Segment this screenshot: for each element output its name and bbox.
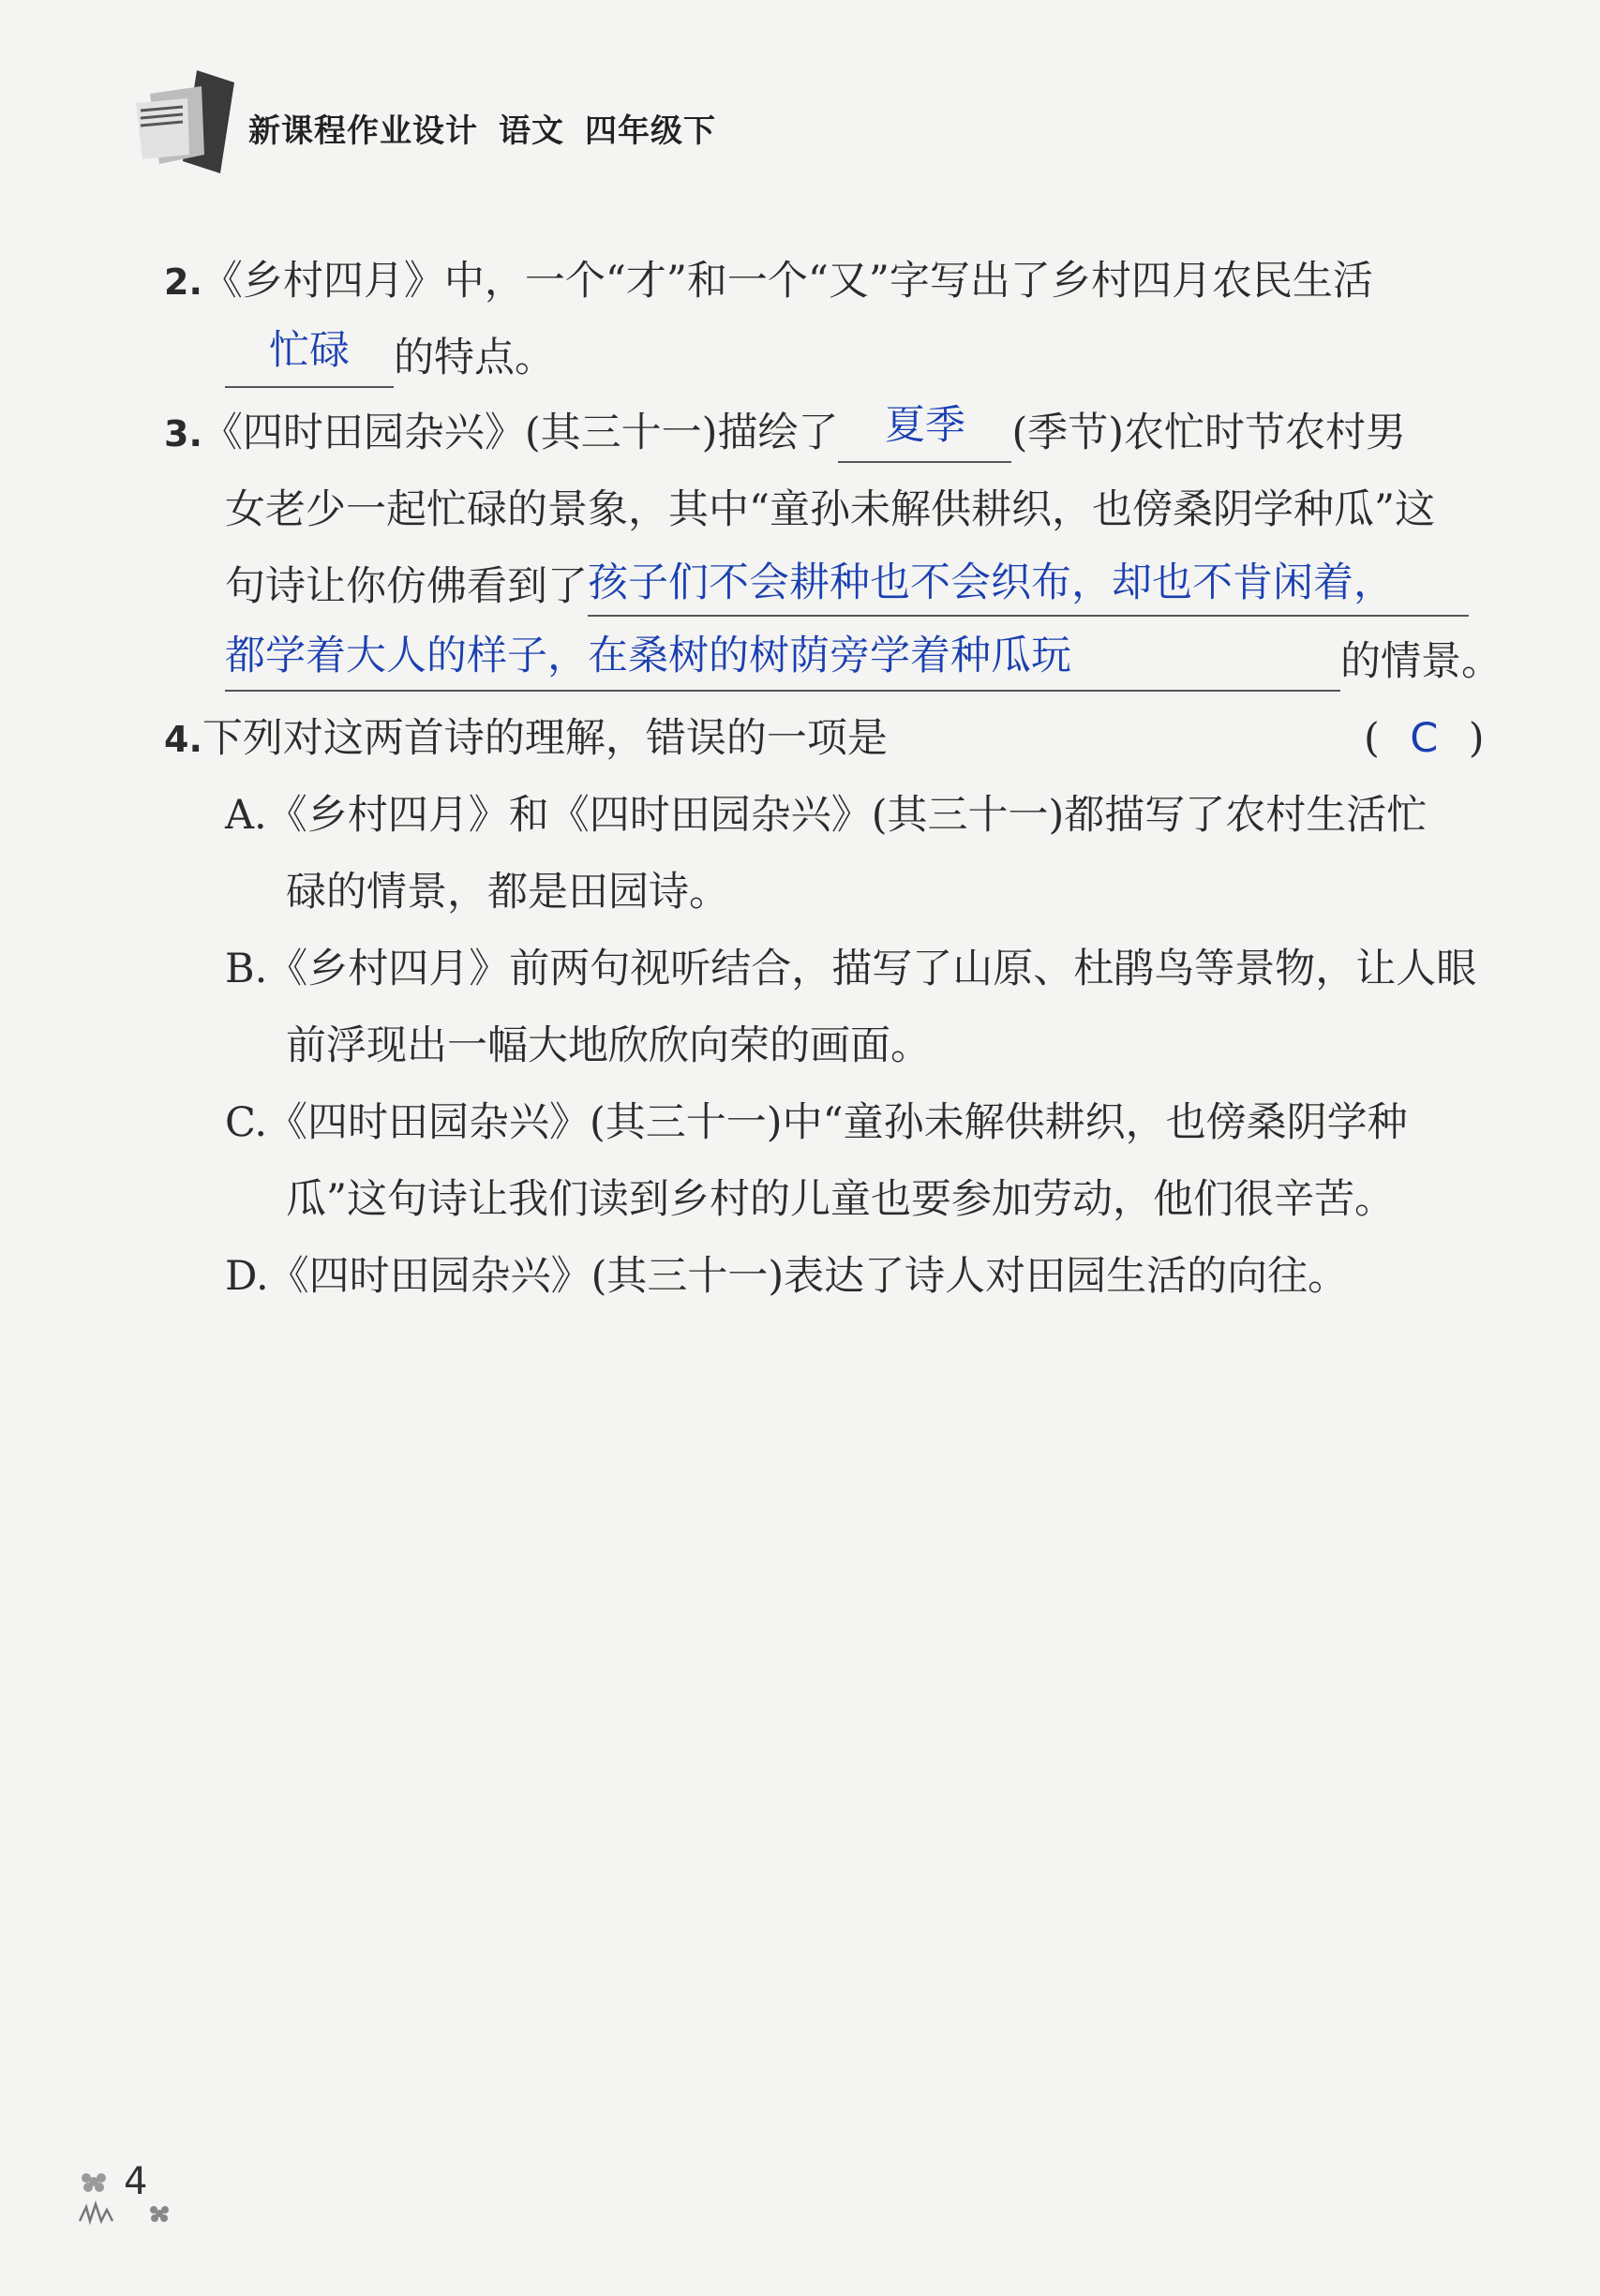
q4-option-a-line2: 碌的情景，都是田园诗。 bbox=[286, 869, 729, 916]
paren-open: ( bbox=[1364, 715, 1380, 762]
q4-answer-paren[interactable] bbox=[1364, 710, 1485, 767]
subject-name: 语文 bbox=[499, 112, 564, 150]
q3-answer-blank-2[interactable] bbox=[225, 634, 1340, 692]
q4-option-a-line1: A.《乡村四月》和《四时田园杂兴》(其三十一)都描写了农村生活忙 bbox=[225, 792, 1428, 839]
page-header bbox=[131, 66, 975, 187]
q3-line3-head: 句诗让你仿佛看到了 bbox=[225, 563, 588, 610]
q4-option-b-line1: B.《乡村四月》前两句视听结合，描写了山原、杜鹃鸟等景物，让人眼 bbox=[225, 946, 1477, 992]
q3-answer-line2: 都学着大人的样子，在桑树的树荫旁学着种瓜玩 bbox=[225, 633, 1071, 679]
q3-tail: 的情景。 bbox=[1340, 638, 1502, 685]
q2-answer-blank[interactable] bbox=[225, 327, 394, 388]
q3-season-answer: 夏季 bbox=[884, 402, 965, 449]
q3-answer-line1: 孩子们不会耕种也不会织布，却也不肯闲着， bbox=[588, 559, 1394, 606]
q3-line2: 女老少一起忙碌的景象，其中“童孙未解供耕织，也傍桑阴学种瓜”这 bbox=[225, 486, 1435, 533]
grade-name: 四年级下 bbox=[585, 112, 716, 150]
q4-stem-line bbox=[164, 710, 888, 767]
q2-line2 bbox=[225, 327, 555, 386]
header-title bbox=[248, 105, 737, 151]
q4-option-b-line2: 前浮现出一幅大地欣欣向荣的画面。 bbox=[286, 1022, 931, 1069]
q2-text: 《乡村四月》中，一个“才”和一个“又”字写出了乡村四月农民生活 bbox=[202, 258, 1373, 305]
q2-answer: 忙碌 bbox=[269, 327, 350, 374]
series-name: 新课程作业设计 bbox=[248, 112, 478, 150]
q2-tail: 的特点。 bbox=[394, 335, 555, 381]
q2-line1 bbox=[164, 253, 1373, 309]
q2-number: 2. bbox=[164, 261, 202, 303]
q4-option-c-line2: 瓜”这句诗让我们读到乡村的儿童也要参加劳动，他们很辛苦。 bbox=[286, 1176, 1395, 1223]
q3-number: 3. bbox=[164, 413, 202, 455]
q4-answer: C bbox=[1410, 715, 1439, 762]
q3-line1-tail: (季节)农忙时节农村男 bbox=[1011, 410, 1407, 456]
q3-season-blank[interactable] bbox=[838, 402, 1011, 463]
q3-answer-blank-1[interactable] bbox=[588, 559, 1469, 617]
q3-line3 bbox=[225, 559, 1469, 615]
paren-close: ) bbox=[1468, 715, 1485, 762]
q4-number: 4. bbox=[164, 719, 202, 760]
q4-option-c-line1: C.《四时田园杂兴》(其三十一)中“童孙未解供耕织，也傍桑阴学种 bbox=[225, 1099, 1408, 1146]
q3-line4 bbox=[225, 634, 1502, 690]
book-stack-icon bbox=[131, 66, 244, 178]
page-number: 4 bbox=[124, 2160, 148, 2203]
q3-line1 bbox=[164, 402, 1407, 461]
q4-stem: 下列对这两首诗的理解，错误的一项是 bbox=[202, 715, 888, 762]
q3-head: 《四时田园杂兴》(其三十一)描绘了 bbox=[202, 410, 839, 456]
q4-option-d-line1: D.《四时田园杂兴》(其三十一)表达了诗人对田园生活的向往。 bbox=[225, 1253, 1349, 1300]
